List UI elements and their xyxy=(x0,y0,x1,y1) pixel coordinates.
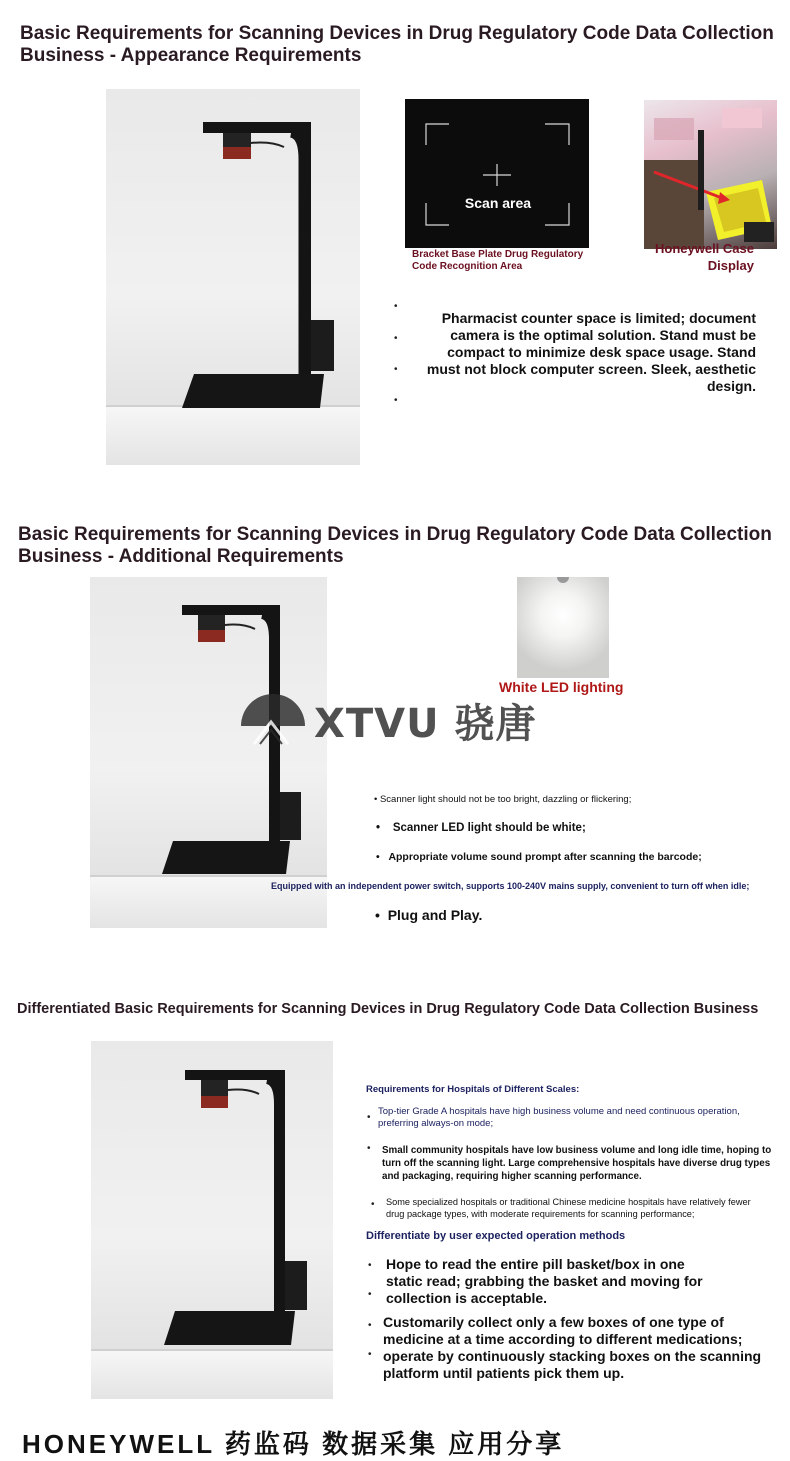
methods-heading: Differentiate by user expected operation methods xyxy=(366,1230,626,1242)
scanner-stand-photo-1 xyxy=(106,89,360,465)
scanner-stand-icon xyxy=(106,89,360,465)
honeywell-case-photo xyxy=(644,100,777,249)
hospital-bullet-2: Small community hospitals have low business volume and long idle time, hoping to turn off the scanning light. Large comprehensive hospitals have diverse drug types and packaging, requiring higher scanning performance. xyxy=(382,1145,772,1182)
bullet-dot: • xyxy=(394,364,398,375)
xtvu-logo-icon xyxy=(238,686,308,750)
section3-title: Differentiated Basic Requirements for Scanning Devices in Drug Regulatory Code Data Collection Business xyxy=(17,1001,759,1017)
xtvu-watermark-text: XTVU 骁唐 xyxy=(314,701,537,747)
bullet-text: Appropriate volume sound prompt after scanning the barcode; xyxy=(388,851,702,863)
additional-bullet-4: Equipped with an independent power switch, supports 100-240V mains supply, convenient to turn off when idle; xyxy=(271,881,750,891)
bullet-dot: • xyxy=(367,1143,371,1154)
hospital-bullet-1: Top-tier Grade A hospitals have high business volume and need continuous operation, preferring always-on mode; xyxy=(378,1106,740,1129)
scanner-stand-photo-2 xyxy=(90,577,327,928)
bullet-dot: • xyxy=(368,1260,372,1271)
scanner-stand-photo-3 xyxy=(91,1041,333,1399)
bullet-dot: • xyxy=(367,1112,371,1123)
additional-bullet-1: • Scanner light should not be too bright, dazzling or flickering; xyxy=(374,794,632,805)
bullet-dot: • xyxy=(368,1349,372,1360)
section2-title: Basic Requirements for Scanning Devices in Drug Regulatory Code Data Collection Business - Additional Requirements xyxy=(18,524,772,567)
scan-area-label: Scan area xyxy=(464,195,532,211)
bullet-text: Scanner LED light should be white; xyxy=(392,822,586,834)
scan-frame-icon xyxy=(405,99,589,248)
hospitals-heading: Requirements for Hospitals of Different Scales: xyxy=(366,1084,580,1095)
white-led-photo xyxy=(517,577,609,678)
additional-bullet-2: • Scanner LED light should be white; xyxy=(376,822,586,834)
section1-title: Basic Requirements for Scanning Devices in Drug Regulatory Code Data Collection Business - Appearance Requirements xyxy=(20,23,774,66)
bullet-text: Plug and Play. xyxy=(387,907,483,923)
scan-area-panel xyxy=(405,99,589,248)
bullet-dot: • xyxy=(394,395,398,406)
method-bullet-2: Customarily collect only a few boxes of one type of medicine at a time according to different medications; operate by continuously stacking boxes on the scanning platform until patients pick them up. xyxy=(383,1314,762,1381)
method-bullet-1: Hope to read the entire pill basket/box in one static read; grabbing the basket and moving for collection is acceptable. xyxy=(386,1256,703,1306)
additional-bullet-3: • Appropriate volume sound prompt after scanning the barcode; xyxy=(376,851,702,863)
bullet-dot: • xyxy=(394,301,398,312)
scanner-stand-icon xyxy=(91,1041,333,1399)
scan-area-caption: Bracket Base Plate Drug Regulatory Code Recognition Area xyxy=(412,249,584,272)
hospital-bullet-3: Some specialized hospitals or traditional Chinese medicine hospitals have relatively fewer drug package types, with moderate requirements for scanning performance; xyxy=(386,1197,751,1219)
xtvu-watermark xyxy=(238,686,548,750)
appearance-description: Pharmacist counter space is limited; document camera is the optimal solution. Stand must be compact to minimize desk space usage. Stand must not block computer screen. Sleek, aesthetic design. xyxy=(426,310,756,394)
bullet-text: Scanner light should not be too bright, dazzling or flickering; xyxy=(379,794,632,805)
white-led-caption: White LED lighting xyxy=(499,679,624,695)
bullet-dot: • xyxy=(368,1320,372,1331)
bullet-dot: • xyxy=(394,333,398,344)
bullet-dot: • xyxy=(371,1199,375,1210)
bullet-dot: • xyxy=(368,1289,372,1300)
scanner-stand-icon xyxy=(90,577,327,928)
footer-banner: HONEYWELL 药监码 数据采集 应用分享 xyxy=(22,1429,565,1459)
honeywell-caption: Honeywell Case Display xyxy=(655,241,754,273)
additional-bullet-5: • Plug and Play. xyxy=(375,907,483,923)
